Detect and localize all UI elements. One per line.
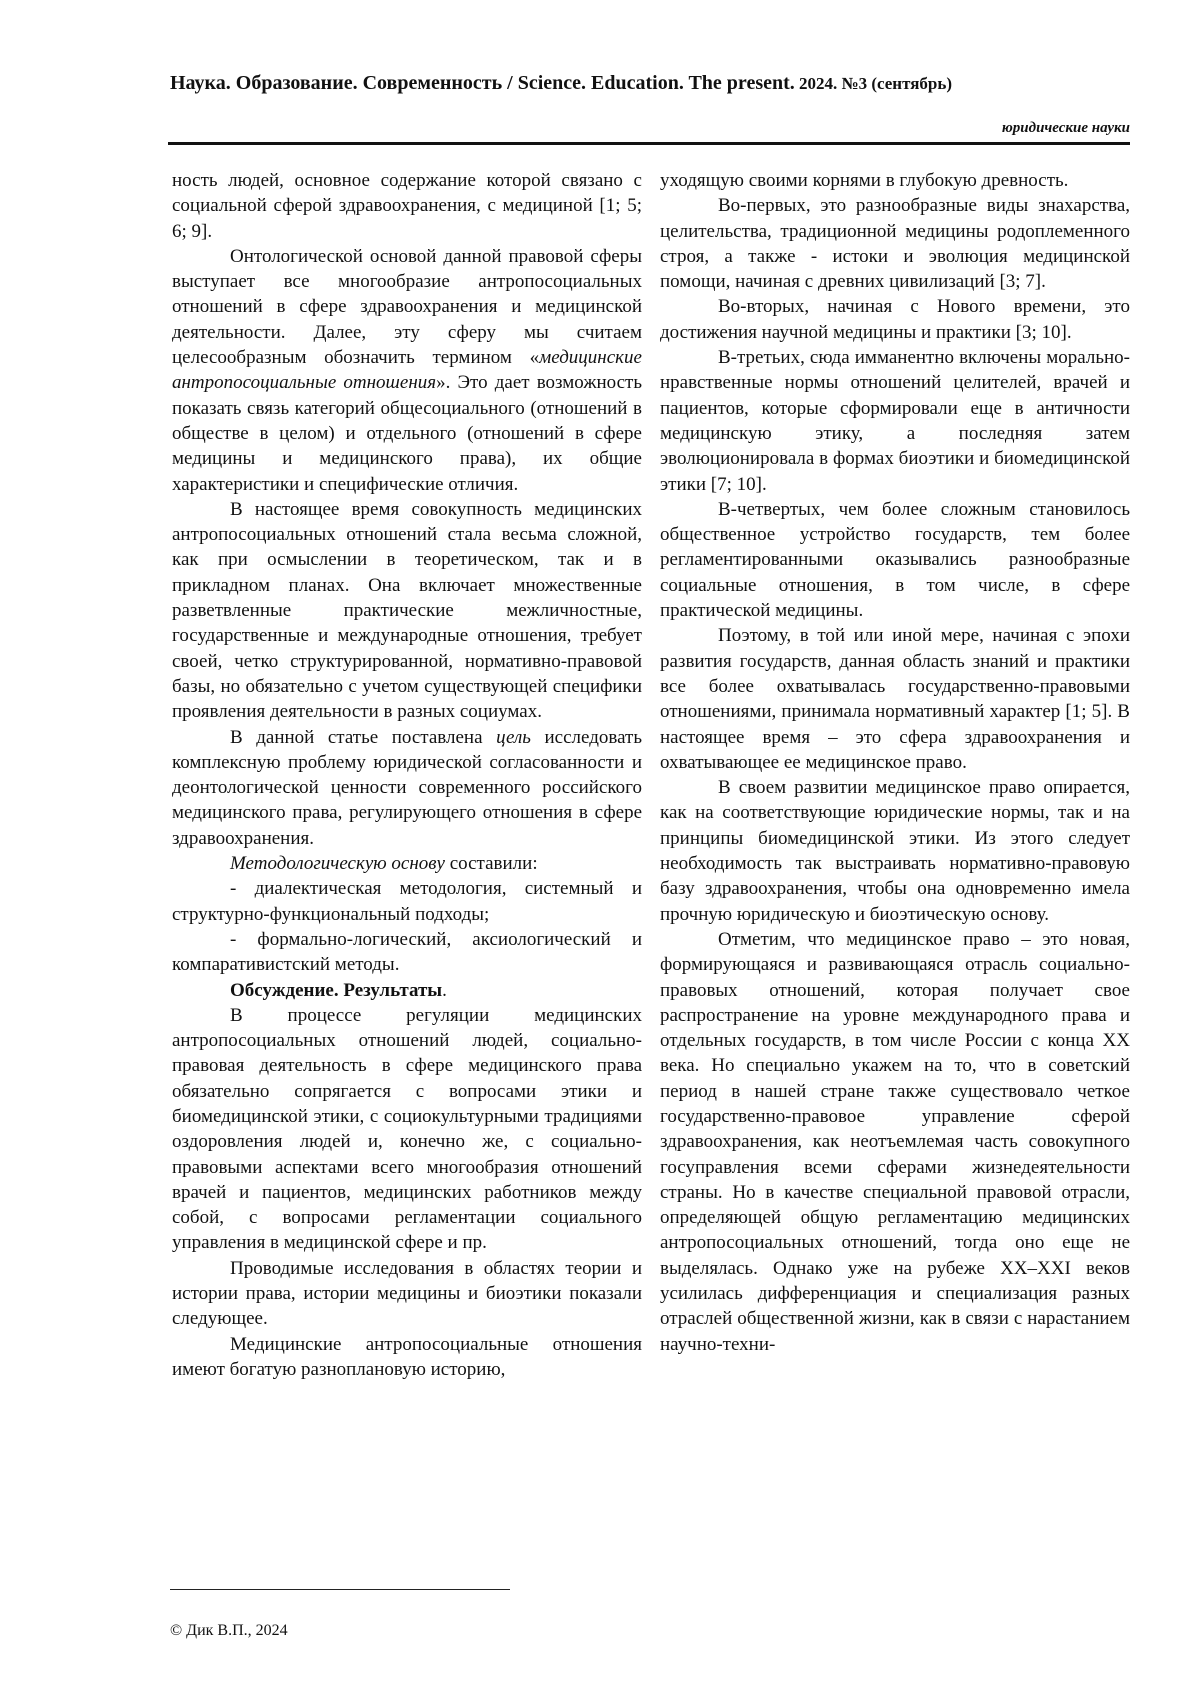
paragraph: Методологическую основу составили: [230,853,538,875]
paragraph: Поэтому, в той или иной мере, начиная с эпохи развития государств, данная область знаний и практики все более охватывалась государственно-правовыми отношениями, принимала нормативный характер [1; 5]. В настоящее время – это сфера здравоохранения и охватывающее ее медицинское право. [660,625,1130,773]
paragraph: В настоящее время совокупность медицинских антропосоциальных отношений стала весьма сложной, как при осмыслении в теоретическом, так и в прикладном планах. Она включает множественные разветвленные практические межличностные, государственные и международные отношения, требует своей, четко структурированной, нормативно-правовой базы, но обязательно с учетом существующей специфики проявления деятельности в разных социумах. [172,498,642,723]
paragraph: ность людей, основное содержание которой связано с социальной сферой здравоохранения, с медициной [1; 5; 6; 9]. [172,170,642,242]
issue-info: 2024. №3 (сентябрь) [794,74,953,93]
list-item: - диалектическая методология, системный и структурно-функциональный подходы; [172,878,642,925]
right-column [660,168,1130,1357]
journal-header [170,72,1130,95]
methodology-italic: Методологическую основу [230,853,445,875]
paragraph: уходящую своими корнями в глубокую древность. [660,170,1069,191]
footnote-divider [170,1589,510,1590]
list-item: - формально-логический, аксиологический и компаративистский методы. [172,928,642,976]
paragraph: Онтологической основой данной правовой сферы выступает все многообразие антропосоциальных отношений в сфере здравоохранения и медицинской деятельности. Далее, эту сферу мы считаем целесообразным обозначить термином «медицинские антропосоциальные отношения». Это дает возможность показать связь категорий общесоциального (отношений в обществе в целом) и отдельного (отношений в сфере медицины и медицинского права), их общие характеристики и специфические отличия. [172,245,642,495]
paragraph: Отметим, что медицинское право – это новая, формирующаяся и развивающаяся отрасль социально-правовых отношений, которая получает свое распространение на уровне международного права и отдельных государств, в том числе России с конца XX века. Но специально укажем на то, что в советский период в нашей стране также существовало четкое государственно-правовое управление сферой здравоохранения, как неотъемлемая часть совокупного госуправления всеми сферами жизнедеятельности страны. Но в качестве специальной правовой отрасли, определяющей общую регламентацию медицинских антропосоциальных отношений, тогда оно еще не выделялась. Однако уже на рубеже XX–XXI веков усилилась дифференциация и специализация разных отраслей общественной жизни, как в связи с нарастанием научно-техни- [660,928,1130,1355]
paragraph: Проводимые исследования в областях теории и истории права, истории медицины и биоэтики показали следующее. [172,1257,642,1330]
paragraph: В своем развитии медицинское право опирается, как на соответствующие юридические нормы, так и на принципы биомедицинской этики. Из этого следует необходимость так выстраивать нормативно-правовую базу здравоохранения, чтобы она одновременно имела прочную юридическую и биоэтическую основу. [660,777,1130,925]
term-italic: медицинские антропосоциальные отношения [172,347,642,394]
left-column [172,168,642,1382]
paragraph: В данной статье поставлена цель исследовать комплексную проблему юридической согласованности и деонтологической ценности современного российского медицинского права, регулирующего отношения в сфере здравоохранения. [172,726,642,849]
paragraph: В процессе регуляции медицинских антропосоциальных отношений людей, социально-правовая деятельность в сфере медицинского права обязательно сопрягается с вопросами этики и биомедицинской этики, с социокультурными традициями оздоровления людей и, конечно же, с социально-правовыми аспектами всего многообразия отношений врачей и пациентов, медицинских работников между собой, с вопросами регламентации социального управления в медицинской сфере и пр. [172,1004,642,1254]
goal-italic: цель [496,726,531,748]
paragraph: Во-первых, это разнообразные виды знахарства, целительства, традиционной медицины родоплеменного строя, а также - истоки и эволюция медицинской помощи, начиная с древних цивилизаций [3; 7]. [660,195,1130,293]
section-label: юридические науки [1001,120,1130,136]
section-heading: Обсуждение. Результаты. [230,979,447,1001]
copyright-note: © Дик В.П., 2024 [170,1622,288,1639]
header-divider [168,142,1130,145]
paragraph: Во-вторых, начиная с Нового времени, это достижения научной медицины и практики [3; 10]. [660,296,1130,343]
paragraph: В-четвертых, чем более сложным становилось общественное устройство государств, тем более регламентированными оказывались разнообразные социальные отношения, в том числе, в сфере практической медицины. [660,498,1130,622]
paragraph: В-третьих, сюда имманентно включены морально-нравственные нормы отношений целителей, врачей и пациентов, которые сформировали еще в античности медицинскую этику, а последняя затем эволюционировала в формах биоэтики и биомедицинской этики [7; 10]. [660,347,1130,495]
journal-title: Наука. Образование. Современность / Science. Education. The present. [170,72,795,94]
paragraph: Медицинские антропосоциальные отношения имеют богатую разноплановую историю, [172,1333,642,1380]
